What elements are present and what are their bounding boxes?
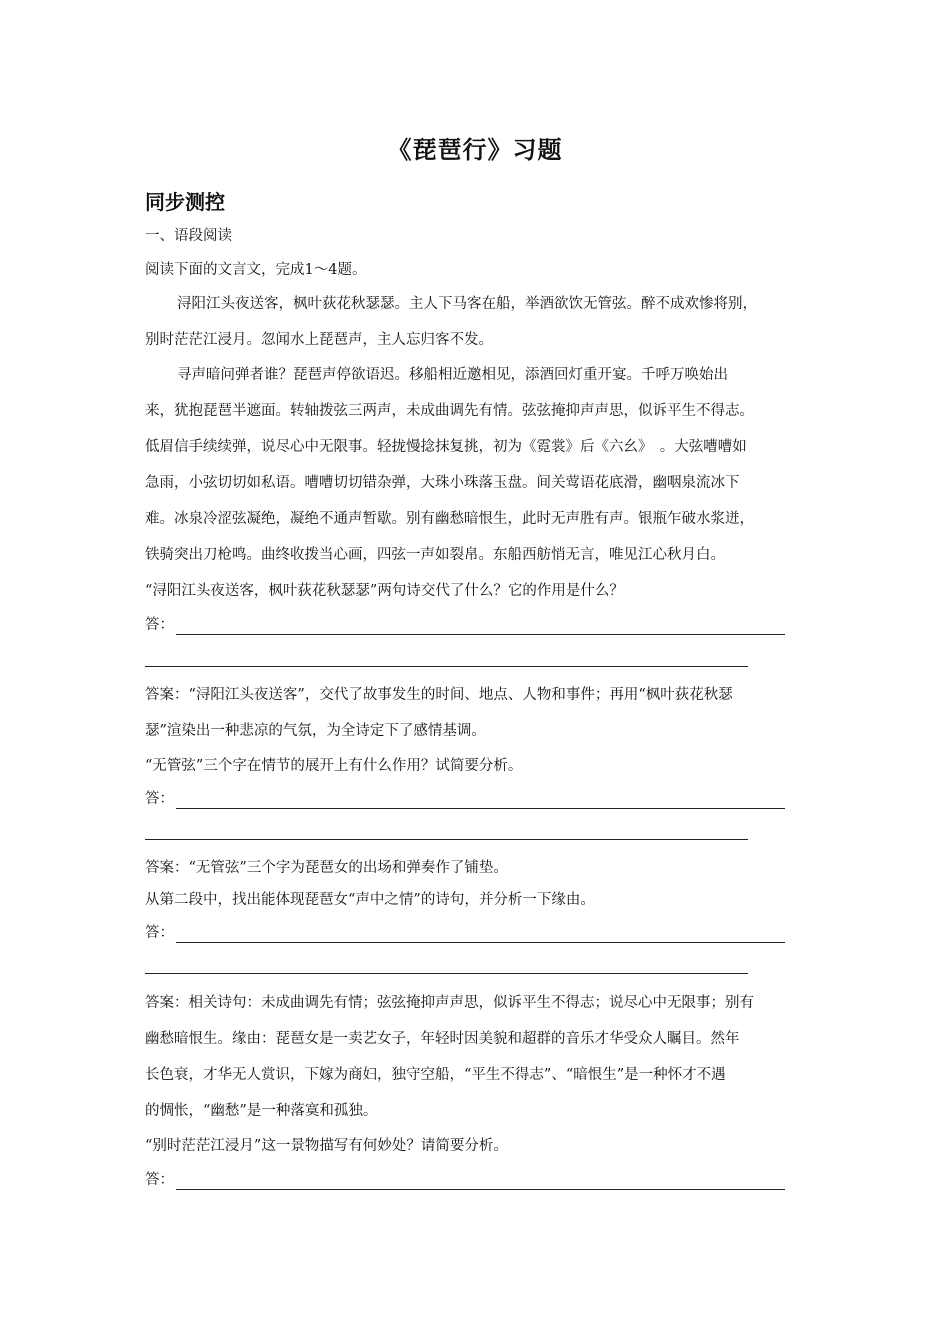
answer-3-line: 的惆怅，“幽愁”是一种落寞和孤独。 — [145, 1103, 378, 1119]
answer-field-1[interactable] — [145, 615, 785, 635]
passage-line: 铁骑突出刀枪鸣。曲终收拨当心画，四弦一声如裂帛。东船西舫悄无言，唯见江心秋月白。 — [145, 547, 725, 563]
section-title: 同步测控 — [145, 190, 225, 214]
answer-3-line: 长色衰，才华无人赏识，下嫁为商妇，独守空船，“平生不得志”、“暗恨生”是一种怀才不遇 — [145, 1067, 726, 1083]
answer-label: 答： — [145, 617, 174, 633]
answer-2: 答案：“无管弦”三个字为琵琶女的出场和弹奏作了铺垫。 — [145, 860, 508, 876]
passage-line: 难。冰泉冷涩弦凝绝，凝绝不通声暂歇。别有幽愁暗恨生，此时无声胜有声。银瓶乍破水浆迸， — [145, 511, 754, 527]
answer-rule — [145, 666, 748, 667]
answer-rule — [145, 973, 748, 974]
answer-label: 答： — [145, 925, 174, 941]
question-3: 从第二段中，找出能体现琵琶女“声中之情”的诗句，并分析一下缘由。 — [145, 892, 595, 908]
answer-field-2[interactable] — [145, 789, 785, 809]
answer-3-line: 幽愁暗恨生。缘由：琵琶女是一卖艺女子，年轻时因美貌和超群的音乐才华受众人瞩目。然年 — [145, 1031, 740, 1047]
answer-label: 答： — [145, 1172, 174, 1188]
passage-line: 来，犹抱琵琶半遮面。转轴拨弦三两声，未成曲调先有情。弦弦掩抑声声思，似诉平生不得志。 — [145, 403, 754, 419]
question-2: “无管弦”三个字在情节的展开上有什么作用？试简要分析。 — [145, 758, 523, 774]
question-4: “别时茫茫江浸月”这一景物描写有何妙处？请简要分析。 — [145, 1138, 508, 1154]
answer-label: 答： — [145, 791, 174, 807]
answer-1-line: 瑟”渲染出一种悲凉的气氛，为全诗定下了感情基调。 — [145, 723, 486, 739]
answer-rule — [145, 839, 748, 840]
passage-line: 寻声暗问弹者谁？琵琶声停欲语迟。移船相近邀相见，添酒回灯重开宴。千呼万唤始出 — [177, 367, 728, 383]
instruction: 阅读下面的文言文，完成1～4题。 — [145, 262, 367, 278]
passage-line: 低眉信手续续弹，说尽心中无限事。轻拢慢捻抹复挑，初为《霓裳》后《六幺》 。大弦嘈嘈如 — [145, 439, 747, 455]
document-title: 《琵琶行》习题 — [387, 136, 563, 164]
passage-line: 急雨，小弦切切如私语。嘈嘈切切错杂弹，大珠小珠落玉盘。间关莺语花底滑，幽咽泉流冰下 — [145, 475, 740, 491]
answer-1-line: 答案：“浔阳江头夜送客”，交代了故事发生的时间、地点、人物和事件；再用“枫叶荻花秋瑟 — [145, 687, 733, 703]
answer-3-line: 答案：相关诗句：未成曲调先有情；弦弦掩抑声声思，似诉平生不得志；说尽心中无限事；别有 — [145, 995, 754, 1011]
answer-field-4[interactable] — [145, 1170, 785, 1190]
part-heading: 一、语段阅读 — [145, 228, 232, 244]
question-1: “浔阳江头夜送客，枫叶荻花秋瑟瑟”两句诗交代了什么？它的作用是什么？ — [145, 583, 624, 599]
passage-line: 浔阳江头夜送客，枫叶荻花秋瑟瑟。主人下马客在船，举酒欲饮无管弦。醉不成欢惨将别， — [177, 296, 757, 312]
answer-field-3[interactable] — [145, 923, 785, 943]
passage-line: 别时茫茫江浸月。忽闻水上琵琶声，主人忘归客不发。 — [145, 332, 493, 348]
